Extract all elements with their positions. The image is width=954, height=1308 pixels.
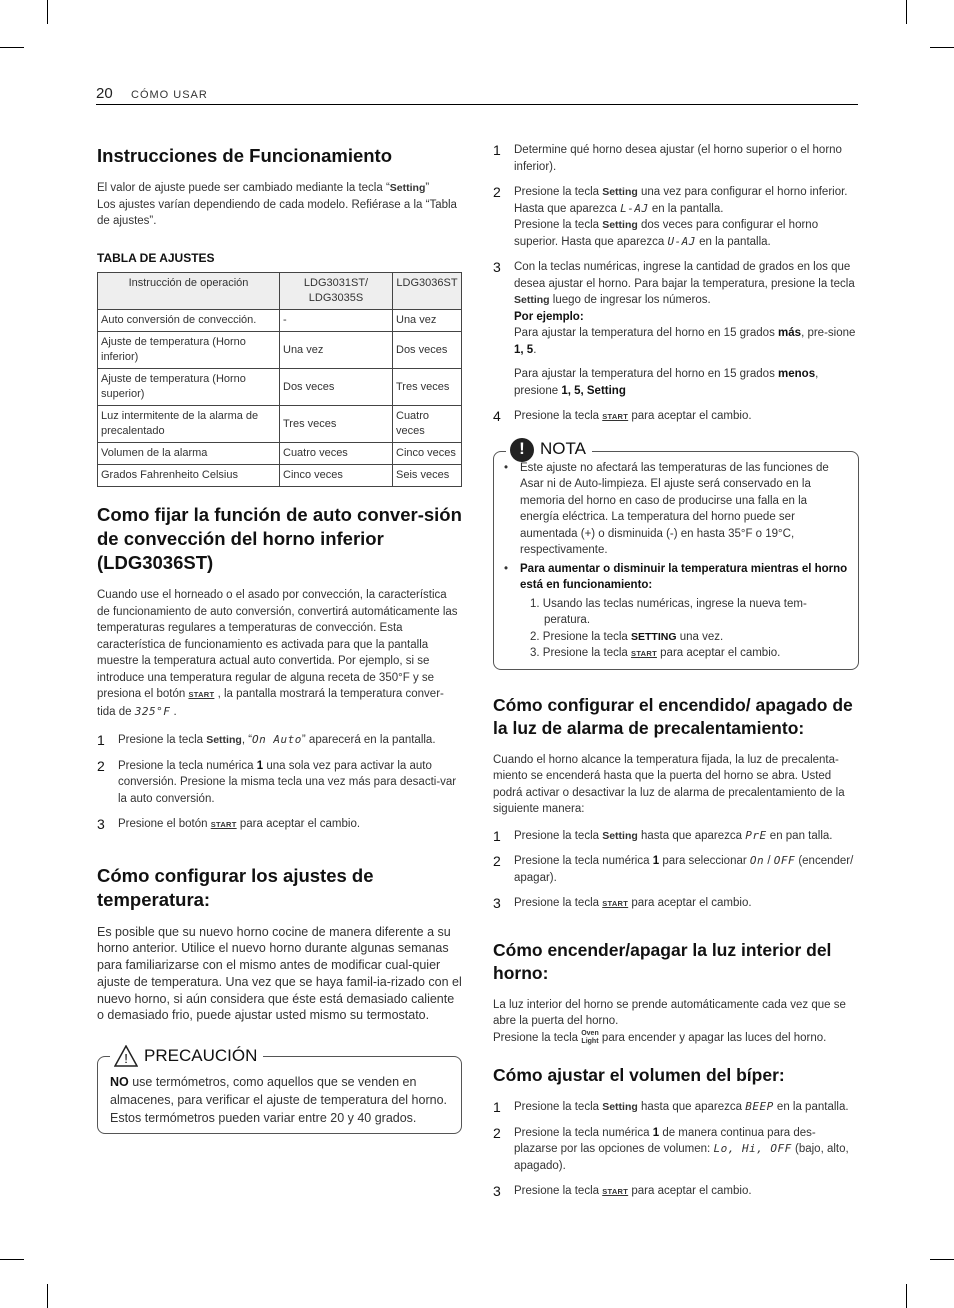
table-header: LDG3036ST: [393, 273, 462, 310]
substep: [530, 629, 848, 646]
table-cell: Tres veces: [280, 406, 393, 443]
text: en la pantalla.: [773, 1101, 849, 1114]
text: Presione la tecla numérica: [118, 759, 257, 772]
lcd-display: BEEP: [745, 1100, 774, 1114]
warning-icon: [114, 1045, 138, 1067]
interior-light-instruction: [493, 1030, 859, 1047]
header-rule: [96, 104, 858, 105]
setting-key: Setting: [206, 734, 242, 746]
intro-text: ”: [425, 182, 430, 194]
setting-key: Setting: [389, 182, 426, 194]
table-cell: Ajuste de temperatura (Horno inferior): [98, 332, 280, 369]
step: [493, 1099, 859, 1116]
setting-key: Setting: [602, 186, 638, 198]
step-number: 3: [493, 895, 501, 911]
text: Presione la tecla numérica: [514, 855, 653, 867]
table-cell: Luz intermitente de la alarma de precalentado: [98, 406, 280, 443]
crop-mark: [906, 1284, 907, 1308]
step-number: 4: [493, 408, 501, 424]
text: 2. Presione la tecla: [530, 630, 632, 643]
settings-table: [97, 272, 462, 487]
step: [493, 828, 859, 845]
step: [493, 1125, 859, 1175]
lcd-display: L-AJ: [620, 201, 649, 215]
step-text: [514, 184, 859, 250]
text: para aceptar el cambio.: [628, 410, 752, 422]
bold-text: más: [778, 327, 802, 339]
text: hasta que aparezca: [637, 829, 746, 842]
text: , “: [241, 734, 253, 746]
table-row: [98, 465, 462, 487]
page-number: 20: [96, 85, 113, 102]
text: Para aumentar o disminuir la temperatura mientras el horno está en funcionamiento:: [520, 562, 848, 591]
table-cell: Seis veces: [393, 465, 462, 487]
text: en la pantalla.: [695, 235, 771, 248]
heading-temperature: Cómo configurar los ajustes de temperatura:: [97, 864, 374, 910]
table-cell: Dos veces: [280, 369, 393, 406]
step-number: 2: [493, 184, 501, 200]
step-number: 1: [493, 142, 501, 158]
table-cell: -: [280, 310, 393, 332]
note-box: [493, 439, 859, 670]
note-bullet: [504, 460, 848, 559]
step-number: 2: [493, 853, 501, 869]
step-number: 1: [97, 732, 105, 748]
note-label: NOTA: [540, 439, 586, 459]
text: Presione la tecla: [514, 829, 603, 842]
text: Presione la tecla: [514, 1185, 603, 1198]
text: ” aparecerá en la pantalla.: [301, 734, 436, 746]
step-text: [514, 259, 859, 399]
text: luego de ingresar los números.: [549, 294, 711, 306]
step: [97, 732, 462, 749]
step-number: 1: [493, 827, 501, 844]
step-text: [514, 895, 859, 913]
text: Para ajustar la temperatura del horno en 15 grados: [514, 327, 779, 339]
table-cell: Dos veces: [393, 332, 462, 369]
lcd-display: On: [749, 854, 765, 867]
table-row: [98, 332, 462, 369]
number-keys: 1, 5, Setting: [561, 384, 626, 397]
note-title: [506, 438, 592, 462]
table-cell: Tres veces: [393, 369, 462, 406]
auto-conversion-paragraph: [97, 587, 462, 720]
table-cell: Grados Fahrenheito Celsius: [98, 465, 280, 487]
lcd-display: U-AJ: [667, 234, 696, 248]
lcd-display: 325°F: [134, 704, 171, 718]
text: , presione: [514, 368, 819, 397]
step: [493, 184, 859, 250]
step-text: Determine qué horno desea ajustar (el horno superior o el horno inferior).: [514, 144, 842, 173]
table-cell: Cuatro veces: [393, 406, 462, 443]
oven-light-key: [581, 1030, 599, 1046]
start-key: START: [188, 690, 215, 699]
table-cell: Volumen de la alarma: [98, 443, 280, 465]
lcd-display: Lo, Hi, OFF: [713, 1142, 792, 1156]
key-line: Light: [581, 1037, 599, 1045]
key-line: Oven: [581, 1029, 599, 1037]
text: Este ajuste no afectará las temperaturas de las funciones de Asar ni de Auto-limpieza. El ajuste será conservado en la memoria del horno en caso de producirse una falla en la energía eléctrica. La temperatura del horno puede ser aumentada (+) o disminuida (-) en hasta 35°F o 19°C, respectivamente.: [520, 461, 829, 556]
heading-beeper-volume: Cómo ajustar el volumen del bíper:: [493, 1065, 785, 1086]
substep: 1. Usando las teclas numéricas, ingrese la nueva tem-peratura.: [530, 597, 807, 626]
text: Presione la tecla numérica: [514, 1126, 653, 1139]
heading-interior-light: Cómo encender/apagar la luz interior del horno:: [493, 939, 832, 983]
step-text: [514, 853, 859, 886]
bullet-dot: •: [504, 461, 509, 474]
temperature-paragraph: Es posible que su nuevo horno cocine de manera diferente a su horno anterior. Utilice el nuevo horno durante algunas semanas para familiarizarse con el mismo antes de modificar cual-quier ajuste de temperatura. Una vez que se haya famil-ia-rizado con el nuevo horno, si aún considera que éste está demasiado caliente o demasiado frio, puede ajustar usted mismo su termostato.: [97, 924, 462, 1023]
text: Presione la tecla: [514, 1101, 603, 1114]
left-column: [97, 144, 462, 1134]
number-key: 1: [256, 759, 264, 772]
text: para encender y apagar las luces del horno.: [598, 1031, 827, 1044]
heading-preheat-light: Cómo configurar el encendido/ apagado de la luz de alarma de precalentamiento:: [493, 694, 853, 738]
start-key: START: [602, 899, 629, 908]
table-caption: TABLA DE AJUSTES: [97, 250, 215, 265]
bullet-dot: •: [504, 562, 509, 575]
table-row: [98, 443, 462, 465]
text: en la pantalla.: [648, 202, 724, 215]
step-number: 1: [493, 1099, 501, 1116]
step-number: 2: [493, 1124, 501, 1141]
text: 3. Presione la tecla: [530, 647, 632, 659]
section-title: CÓMO USAR: [131, 89, 208, 101]
setting-key: Setting: [602, 219, 638, 231]
table-cell: Cuatro veces: [280, 443, 393, 465]
step-text: [514, 1125, 859, 1175]
table-cell: Cinco veces: [280, 465, 393, 487]
note-bullet: [504, 561, 848, 594]
text: una sola vez para activar la auto conversión. Presione la misma tecla una vez más para desacti-var la auto conversión.: [118, 759, 457, 805]
text: (bajo, alto, apagado).: [514, 1143, 849, 1172]
text: para seleccionar: [659, 855, 750, 867]
right-column: [493, 142, 859, 1210]
step-text: [118, 816, 462, 834]
paragraph-text: Cuando use el horneado o el asado por convección, la característica de funcionamiento de auto conversión, convertirá automáticamente las temperaturas regulares a temperaturas de convección. Esta característica de funcionamiento es activada para que la pantalla muestre la temperatura actual auto convertida. Por ejemplo, si se introduce una temperatura regular de alguna receta de 350°F y se presiona el botón: [97, 589, 458, 700]
table-cell: Cinco veces: [393, 443, 462, 465]
step: [493, 408, 859, 426]
start-key: START: [602, 412, 629, 421]
table-row: [98, 310, 462, 332]
text: hasta que aparezca: [637, 1101, 746, 1114]
crop-mark: [0, 1259, 24, 1260]
caution-box: [97, 1046, 462, 1134]
step-number: 3: [493, 1183, 501, 1200]
substep: [530, 645, 848, 663]
text: para aceptar el cambio.: [656, 647, 781, 659]
setting-key: SETTING: [631, 630, 677, 643]
text: dos veces para configurar el horno superior. Hasta que aparezca: [514, 219, 819, 248]
text: para aceptar el cambio.: [628, 1185, 752, 1198]
text: en pan talla.: [766, 829, 833, 842]
start-key: START: [602, 1187, 629, 1197]
number-keys: 1, 5: [514, 343, 534, 356]
step-text: [514, 1183, 859, 1201]
crop-mark: [930, 47, 954, 48]
step-number: 3: [493, 259, 501, 275]
text: .: [533, 343, 537, 356]
svg-text:!: !: [124, 1051, 128, 1067]
text: Con la teclas numéricas, ingrese la cantidad de grados en los que desea ajustar el horno. Para bajar la temperatura, presione la tecla: [514, 261, 855, 290]
start-key: START: [631, 649, 657, 658]
text: Para ajustar la temperatura del horno en 15 grados: [514, 368, 779, 380]
text: Presione la tecla: [493, 1031, 582, 1044]
start-key: START: [210, 820, 237, 829]
step-text: [514, 1099, 859, 1116]
note-substeps: [504, 596, 848, 663]
table-cell: Una vez: [393, 310, 462, 332]
models-paragraph: Los ajustes varían dependiendo de cada modelo. Refiérase a la “Tabla de ajustes”.: [97, 198, 457, 227]
table-row: [98, 406, 462, 443]
table-header: Instrucción de operación: [98, 273, 280, 310]
caution-no: NO: [110, 1075, 129, 1090]
text: Presione la tecla: [514, 186, 603, 198]
text: Presione la tecla: [514, 410, 603, 422]
preheat-paragraph: Cuando el horno alcance la temperatura fijada, la luz de precalenta-miento se encenderá hasta que la puerta del horno se abra. Usted podrá activar o desactivar la luz de alarma de precalentamiento de la siguiente manera:: [493, 753, 845, 815]
text: de manera continua para des-plazarse por las opciones de volumen:: [514, 1126, 816, 1156]
step: [493, 142, 859, 175]
step: [493, 895, 859, 913]
interior-light-paragraph: La luz interior del horno se prende automáticamente cada vez que se abre la puerta del horno.: [493, 998, 846, 1027]
text: Presione la tecla: [118, 734, 207, 746]
text: para aceptar el cambio.: [236, 818, 361, 830]
paragraph-text: .: [170, 705, 177, 718]
heading-instructions: Instrucciones de Funcionamiento: [97, 145, 393, 166]
bold-text: menos: [778, 368, 816, 380]
setting-key: Setting: [602, 1101, 638, 1114]
step: [97, 816, 462, 834]
text: /: [764, 855, 774, 867]
text: Presione la tecla: [514, 897, 603, 909]
crop-mark: [47, 0, 48, 24]
table-cell: Ajuste de temperatura (Horno superior): [98, 369, 280, 406]
table-cell: Una vez: [280, 332, 393, 369]
text: Presione el botón: [118, 818, 211, 830]
step-number: 3: [97, 816, 105, 832]
intro-paragraph: [97, 180, 462, 197]
step: [97, 758, 462, 808]
number-key: 1: [652, 855, 660, 867]
step: [493, 259, 859, 399]
step: [493, 1183, 859, 1201]
caution-text: [110, 1073, 449, 1127]
step-text: [514, 828, 859, 845]
step-text: [118, 732, 462, 749]
caution-label: PRECAUCIÓN: [144, 1046, 258, 1066]
exclamation-icon: !: [510, 438, 534, 462]
intro-text: El valor de ajuste puede ser cambiado mediante la tecla “: [97, 182, 390, 194]
table-cell: Auto conversión de convección.: [98, 310, 280, 332]
setting-key: Setting: [602, 829, 638, 842]
number-key: 1: [652, 1126, 660, 1139]
text: una vez para configurar el horno inferior. Hasta que aparezca: [514, 186, 848, 215]
crop-mark: [906, 0, 907, 24]
step: [493, 853, 859, 886]
crop-mark: [0, 47, 24, 48]
text: Presione la tecla: [514, 219, 603, 231]
text: use termómetros, como aquellos que se venden en almacenes, para verificar el ajuste de temperatura del horno. Estos termómetros pueden variar entre 20 y 40 grados.: [110, 1075, 447, 1126]
text: (encender/ apagar).: [514, 855, 854, 884]
setting-key: Setting: [514, 294, 550, 306]
lcd-display: On Auto: [252, 733, 302, 746]
paragraph-text: , la pantalla mostrará la temperatura conver-tida de: [97, 688, 444, 718]
step-number: 2: [97, 757, 105, 774]
step-text: [118, 758, 462, 808]
text: una vez.: [676, 630, 724, 643]
table-row: [98, 369, 462, 406]
text: , pre-sione: [801, 327, 856, 339]
caution-title: [110, 1045, 263, 1067]
text: para aceptar el cambio.: [628, 897, 752, 909]
example-label: Por ejemplo:: [514, 310, 584, 323]
crop-mark: [47, 1284, 48, 1308]
step-text: [514, 408, 859, 426]
table-header: LDG3031ST/ LDG3035S: [280, 273, 393, 310]
crop-mark: [930, 1259, 954, 1260]
lcd-display: OFF: [773, 854, 796, 867]
heading-auto-conversion: Como fijar la función de auto conver-sión de convección del horno inferior (LDG3036ST): [97, 504, 462, 573]
lcd-display: PrE: [745, 828, 767, 842]
